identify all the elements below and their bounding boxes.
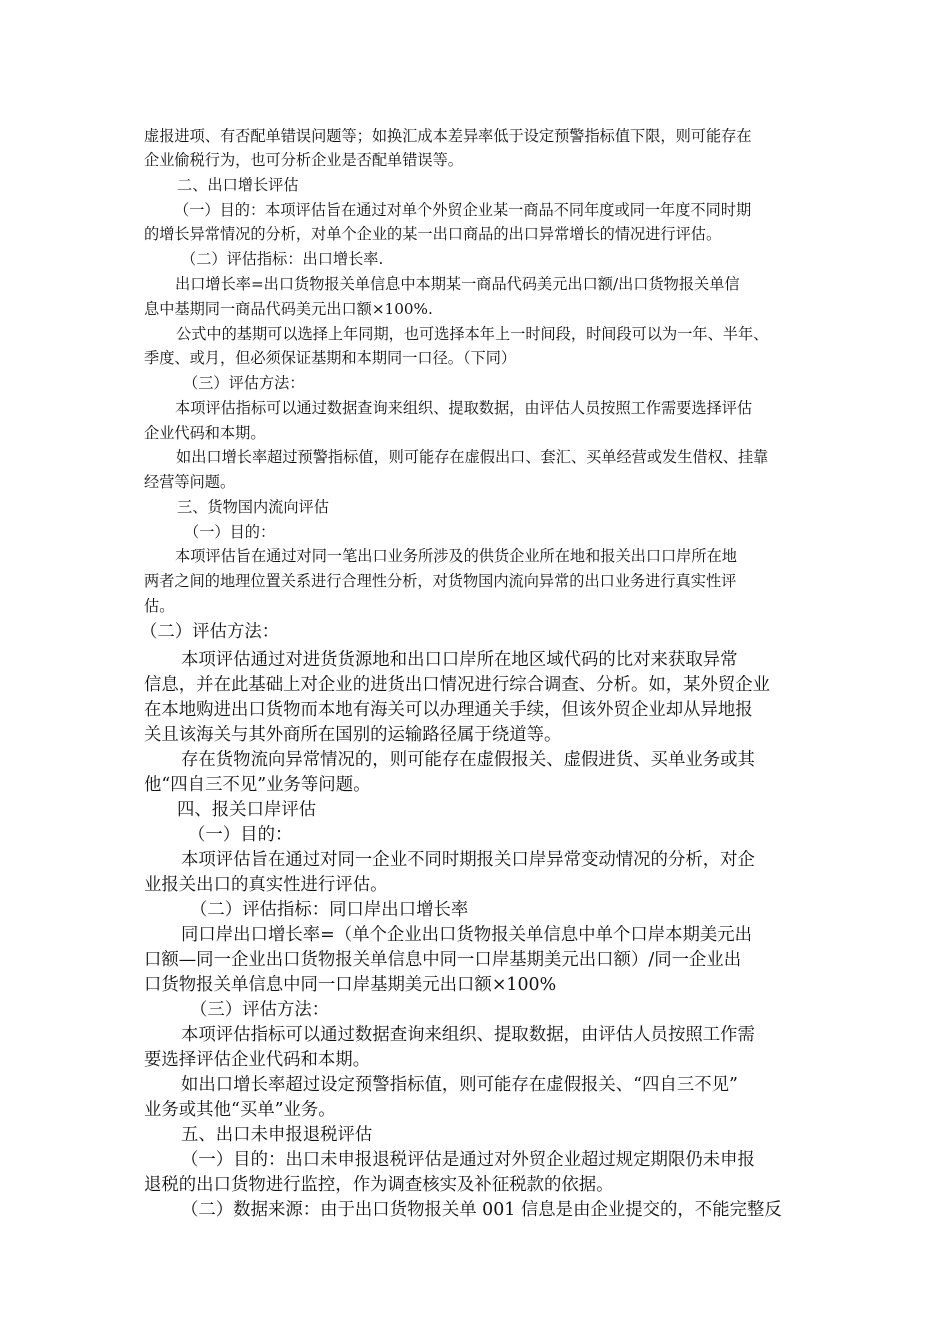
text-line: 关且该海关与其外商所在国别的运输路径属于绕道等。 — [144, 725, 562, 745]
text-line: 同口岸出口增长率=（单个企业出口货物报关单信息中单个口岸本期美元出 — [181, 925, 753, 945]
text-line: 公式中的基期可以选择上年同期，也可选择本年上一时间段，时间段可以为一年、半年、 — [176, 325, 769, 343]
section-heading: 三、货物国内流向评估 — [177, 498, 329, 516]
section-heading: 五、出口未申报退税评估 — [181, 1125, 373, 1145]
text-line: 信息，并在此基础上对企业的进货出口情况进行综合调查、分析。如，某外贸企业 — [144, 675, 771, 695]
text-line: （二）评估方法： — [140, 622, 280, 642]
text-line: 估。 — [144, 597, 175, 615]
text-line: 的增长异常情况的分析，对单个企业的某一出口商品的出口异常增长的情况进行评估。 — [144, 225, 722, 243]
text-line: 退税的出口货物进行监控，作为调查核实及补征税款的依据。 — [144, 1175, 614, 1195]
text-line: 口额—同一企业出口货物报关单信息中同一口岸基期美元出口额）/同一企业出 — [144, 950, 742, 970]
text-line: 在本地购进出口货物而本地有海关可以办理通关手续，但该外贸企业却从异地报 — [144, 700, 753, 720]
text-line: （二）数据来源：由于出口货物报关单 001 信息是由企业提交的，不能完整反 — [181, 1200, 782, 1220]
text-line: 要选择评估企业代码和本期。 — [144, 1050, 371, 1070]
text-line: （一）目的：出口未申报退税评估是通过对外贸企业超过规定期限仍未申报 — [181, 1150, 755, 1170]
text-line: 本项评估指标可以通过数据查询来组织、提取数据，由评估人员按照工作需要选择评估 — [175, 399, 753, 417]
text-line: 本项评估旨在通过对同一笔出口业务所涉及的供货企业所在地和报关出口口岸所在地 — [175, 547, 737, 565]
text-line: 季度、或月，但必须保证基期和本期同一口径。（下同） — [144, 349, 517, 367]
text-line: 存在货物流向异常情况的，则可能存在虚假报关、虚假进货、买单业务或其 — [181, 750, 755, 770]
text-line: （三）评估方法： — [183, 374, 305, 392]
text-line: 口货物报关单信息中同一口岸基期美元出口额×100% — [144, 975, 557, 995]
text-line: （一）目的：本项评估旨在通过对单个外贸企业某一商品不同年度或同一年度不同时期 — [174, 201, 752, 219]
text-line: 出口增长率=出口货物报关单信息中本期某一商品代码美元出口额/出口货物报关单信 — [175, 275, 740, 293]
text-line: 本项评估指标可以通过数据查询来组织、提取数据，由评估人员按照工作需 — [181, 1025, 755, 1045]
text-line: （一）目的： — [188, 825, 293, 845]
text-line: （一）目的： — [184, 523, 276, 541]
text-line: 息中基期同一商品代码美元出口额×100%. — [144, 300, 433, 318]
text-line: 本项评估通过对进货货源地和出口口岸所在地区域代码的比对来获取异常 — [181, 650, 738, 670]
text-line: 企业偷税行为，也可分析企业是否配单错误等。 — [144, 151, 463, 169]
text-line: 虚报进项、有否配单错误问题等；如换汇成本差异率低于设定预警指标值下限，则可能存在 — [144, 127, 752, 145]
text-line: 两者之间的地理位置关系进行合理性分析，对货物国内流向异常的出口业务进行真实性评 — [144, 572, 737, 590]
text-line: （二）评估指标：出口增长率. — [181, 250, 384, 268]
text-line: 他“四自三不见”业务等问题。 — [144, 775, 371, 795]
text-line: 经营等问题。 — [144, 473, 236, 491]
text-line: 企业代码和本期。 — [144, 424, 266, 442]
section-heading: 二、出口增长评估 — [177, 176, 299, 194]
text-line: 业报关出口的真实性进行评估。 — [144, 875, 388, 895]
text-line: 如出口增长率超过设定预警指标值，则可能存在虚假报关、“四自三不见” — [181, 1075, 738, 1095]
section-heading: 四、报关口岸评估 — [177, 800, 317, 820]
text-line: 业务或其他“买单”业务。 — [144, 1100, 336, 1120]
text-line: （三）评估方法： — [190, 1000, 330, 1020]
text-line: 本项评估旨在通过对同一企业不同时期报关口岸异常变动情况的分析，对企 — [181, 850, 755, 870]
text-line: 如出口增长率超过预警指标值，则可能存在虚假出口、套汇、买单经营或发生借权、挂靠 — [176, 448, 769, 466]
text-line: （二）评估指标：同口岸出口增长率 — [190, 900, 469, 920]
